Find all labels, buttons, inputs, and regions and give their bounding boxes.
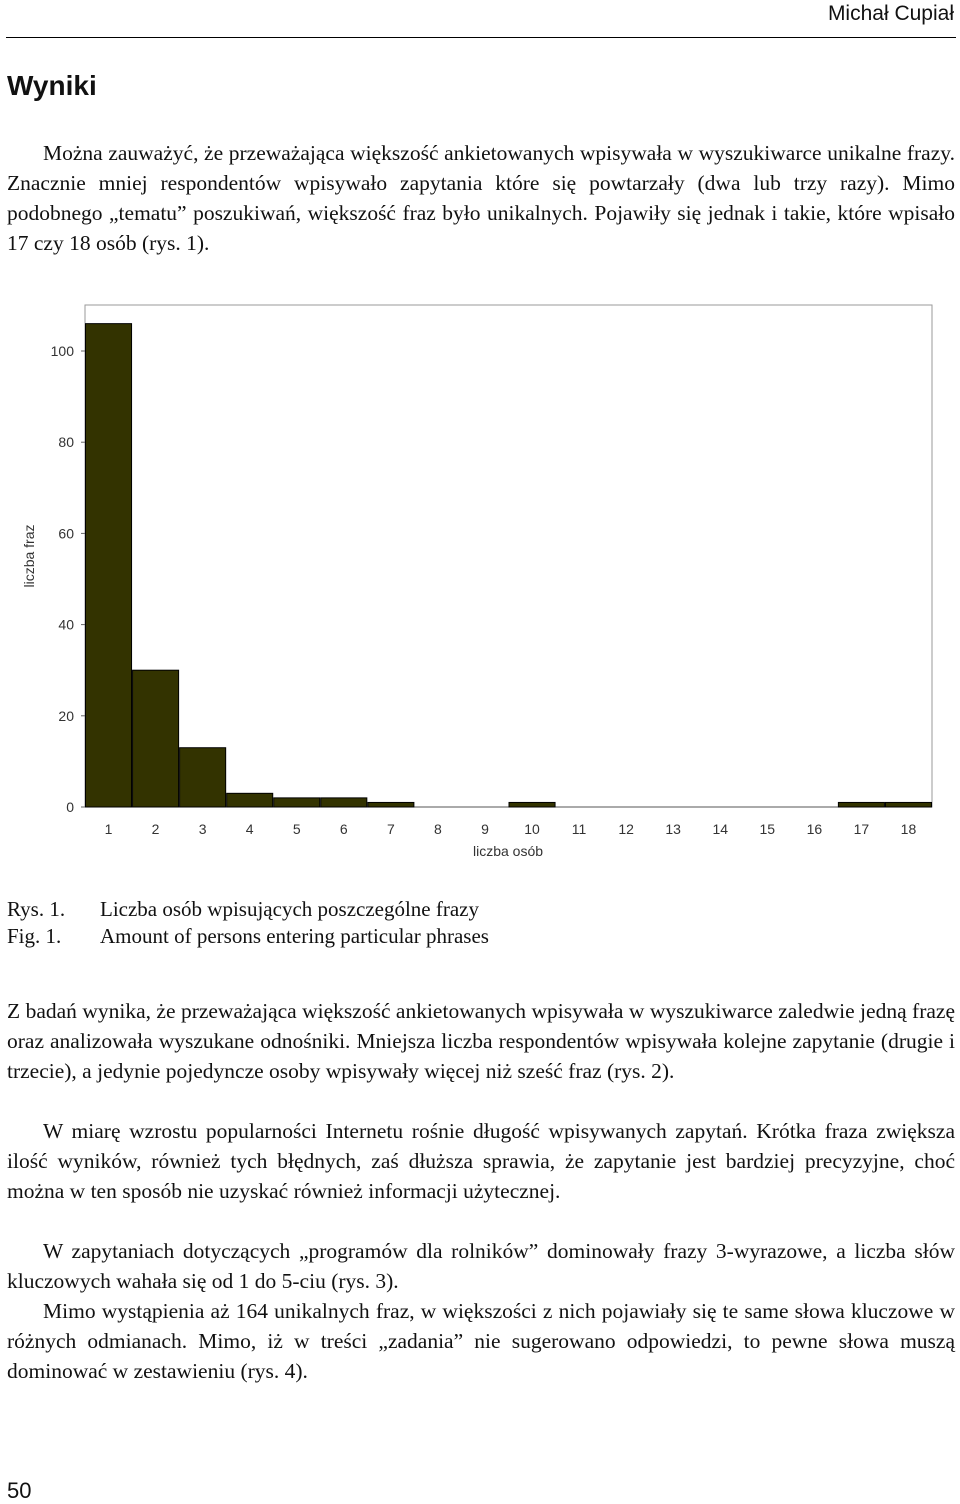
paragraph-query-length: W miarę wzrostu popularności Internetu rośnie długość wpisywanych zapytań. Krótka fraza zwiększa ilość wyników, również tych błędnych, zaś dłuższa sprawia, że zapytanie jest bardziej precyzyjne, choć można w ten sposób nie uzyskać również informacji użytecznej. xyxy=(7,1119,955,1203)
running-head-author: Michał Cupiał xyxy=(827,2,954,25)
x-tick-label: 18 xyxy=(900,821,917,837)
figure-caption-pl xyxy=(7,895,479,923)
y-tick-labels xyxy=(51,343,75,815)
bar-17 xyxy=(838,802,884,807)
x-tick-label: 16 xyxy=(806,821,823,837)
bar-5 xyxy=(274,798,320,807)
x-tick-label: 8 xyxy=(434,821,442,837)
x-tick-label: 5 xyxy=(292,821,301,837)
bar-18 xyxy=(885,802,931,807)
paragraph-keywords: W zapytaniach dotyczących „programów dla rolników” dominowały frazy 3-wyrazowe, a liczba słów kluczowych wahała się od 1 do 5-ciu (rys. 3). xyxy=(7,1239,955,1293)
x-tick-label: 6 xyxy=(339,821,348,837)
x-tick-label: 7 xyxy=(386,821,395,837)
paragraph-unique-phrases: Mimo wystąpienia aż 164 unikalnych fraz, w większości z nich pojawiały się te same słowa kluczowe w różnych odmianach. Mimo, iż w treści „zadania” nie sugerowano odpowiedzi, to pewne słowa muszą dominować w zestawieniu (rys. 4). xyxy=(7,1299,955,1383)
bar-3 xyxy=(180,748,226,807)
x-tick-label: 1 xyxy=(104,821,113,837)
bar-6 xyxy=(321,798,367,807)
y-tick-label: 60 xyxy=(58,525,74,542)
chart-axes xyxy=(81,305,932,807)
x-tick-label: 3 xyxy=(198,821,207,837)
y-tick-label: 80 xyxy=(58,434,74,451)
x-tick-label: 11 xyxy=(571,821,587,837)
x-tick-label: 12 xyxy=(618,821,634,837)
caption-text-pl: Liczba osób wpisujących poszczególne frazy xyxy=(100,897,480,921)
x-axis-label: liczba osób xyxy=(472,843,544,859)
caption-tag-en: Fig. 1. xyxy=(7,924,62,948)
x-tick-label: 4 xyxy=(245,821,254,837)
caption-tag-pl: Rys. 1. xyxy=(7,897,66,921)
bar-2 xyxy=(133,670,179,807)
bar-1 xyxy=(86,324,132,807)
x-tick-labels xyxy=(105,821,917,837)
bar-7 xyxy=(368,802,414,807)
x-tick-label: 2 xyxy=(151,821,160,837)
y-tick-label: 40 xyxy=(58,616,74,633)
figure-caption-en xyxy=(7,922,489,950)
y-tick-label: 100 xyxy=(50,343,74,359)
caption-text-en: Amount of persons entering particular phrases xyxy=(100,924,489,948)
plot-frame xyxy=(85,305,932,807)
page-number: 50 xyxy=(7,1478,32,1503)
x-tick-label: 15 xyxy=(759,821,776,837)
paragraph-intro: Można zauważyć, że przeważająca większość ankietowanych wpisywała w wyszukiwarce unikalne frazy. Znacznie mniej respondentów wpisywało zapytania które się powtarzały (dwa lub trzy razy). Mimo podobnego „tematu” poszukiwań, większość fraz było unikalnych. Pojawiły się jednak i takie, które wpisało 17 czy 18 osób (rys. 1). xyxy=(7,141,955,255)
header-rule xyxy=(6,37,956,38)
y-axis-label: liczba fraz xyxy=(21,524,37,588)
bar-10 xyxy=(509,802,555,807)
x-tick-label: 10 xyxy=(524,821,540,837)
chart-bars xyxy=(86,324,932,807)
bar-4 xyxy=(227,793,273,807)
bar-chart xyxy=(0,298,960,863)
paragraph-results: Z badań wynika, że przeważająca większość ankietowanych wpisywała w wyszukiwarce zaledwie jedną frazę oraz analizowała wyszukane odnośniki. Mniejsza liczba respondentów wpisywała kolejne zapytanie (drugie i trzecie), a jedynie pojedyncze osoby wpisywały więcej niż sześć fraz (rys. 2). xyxy=(7,999,955,1083)
y-tick-label: 20 xyxy=(58,707,74,724)
x-tick-label: 13 xyxy=(665,821,681,837)
x-tick-label: 14 xyxy=(712,821,729,837)
y-tick-label: 0 xyxy=(66,799,74,815)
section-title: Wyniki xyxy=(7,70,97,101)
x-tick-label: 17 xyxy=(853,821,870,837)
x-tick-label: 9 xyxy=(481,821,489,837)
